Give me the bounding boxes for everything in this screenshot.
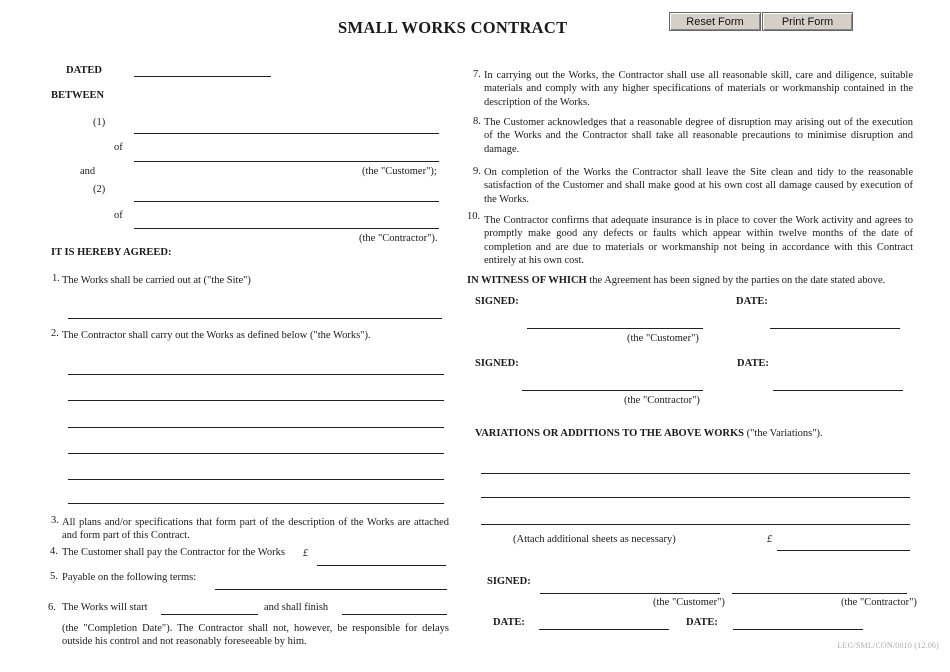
variations-date-field-1[interactable] bbox=[539, 617, 669, 630]
attach-note: (Attach additional sheets as necessary) bbox=[513, 534, 676, 545]
works-line-3[interactable] bbox=[68, 415, 444, 428]
variations-heading-tail: ("the Variations"). bbox=[744, 428, 823, 439]
clause-10-number: 10. bbox=[467, 211, 481, 222]
clause-3-text: All plans and/or specifications that form part of the description of the Works are attached and form part of this Contract. bbox=[62, 517, 449, 542]
variations-line-3[interactable] bbox=[481, 512, 910, 525]
customer-signature-field[interactable] bbox=[527, 316, 703, 329]
customer-signature-caption: (the "Customer") bbox=[627, 333, 699, 344]
clause-8-number: 8. bbox=[473, 116, 481, 127]
party1-number: (1) bbox=[93, 117, 106, 128]
clause-1-text: The Works shall be carried out at ("the Site") bbox=[62, 275, 251, 286]
clause-4-number: 4. bbox=[50, 546, 58, 557]
variations-customer-signature-field[interactable] bbox=[540, 581, 720, 594]
variations-contractor-signature-field[interactable] bbox=[732, 581, 907, 594]
variations-line-2[interactable] bbox=[481, 485, 910, 498]
contractor-tag: (the "Contractor"). bbox=[359, 233, 438, 244]
party2-number: (2) bbox=[93, 184, 106, 195]
variations-date-label-2: DATE: bbox=[686, 617, 718, 628]
variations-price-field[interactable] bbox=[777, 538, 910, 551]
agreed-heading: IT IS HEREBY AGREED: bbox=[51, 247, 172, 258]
clause-6-number: 6. bbox=[48, 602, 56, 613]
print-form-button[interactable]: Print Form bbox=[762, 12, 853, 31]
customer-tag: (the "Customer"); bbox=[362, 166, 437, 177]
witness-text: the Agreement has been signed by the parties on the date stated above. bbox=[586, 275, 886, 286]
payment-terms-field[interactable] bbox=[215, 577, 447, 590]
between-label: BETWEEN bbox=[51, 90, 105, 101]
contractor-of-label: of bbox=[114, 210, 123, 221]
and-label: and bbox=[80, 166, 96, 177]
variations-signed-label: SIGNED: bbox=[487, 576, 531, 587]
works-line-5[interactable] bbox=[68, 467, 444, 480]
clause-1-number: 1. bbox=[52, 273, 60, 284]
witness-lead: IN WITNESS OF WHICH bbox=[467, 275, 587, 286]
clause-7-number: 7. bbox=[473, 69, 481, 80]
contractor-signature-field[interactable] bbox=[522, 378, 703, 391]
page-title: SMALL WORKS CONTRACT bbox=[338, 18, 568, 37]
works-line-4[interactable] bbox=[68, 441, 444, 454]
customer-of-label: of bbox=[114, 142, 123, 153]
variations-contractor-caption: (the "Contractor") bbox=[841, 597, 917, 608]
site-field[interactable] bbox=[68, 306, 442, 319]
contractor-name-field[interactable] bbox=[134, 189, 439, 202]
clause-6-start-text: The Works will start bbox=[62, 602, 148, 613]
pound-sign: £ bbox=[303, 548, 309, 559]
customer-address-field[interactable] bbox=[134, 149, 439, 162]
contractor-date-label: DATE: bbox=[737, 358, 769, 369]
variations-pound-sign: £ bbox=[767, 534, 773, 545]
customer-date-label: DATE: bbox=[736, 296, 768, 307]
variations-customer-caption: (the "Customer") bbox=[653, 597, 725, 608]
clause-4-text: The Customer shall pay the Contractor for the Works bbox=[62, 547, 285, 558]
variations-heading: VARIATIONS OR ADDITIONS TO THE ABOVE WORKS bbox=[475, 428, 745, 439]
customer-signed-label: SIGNED: bbox=[475, 296, 519, 307]
clause-9-text: On completion of the Works the Contractor shall leave the Site clean and tidy to the reasonable satisfaction of the Customer and shall make good at his own cost all damage caused by execution of the Works. bbox=[484, 167, 913, 205]
variations-heading-row bbox=[475, 428, 823, 439]
clause-10-text: The Contractor confirms that adequate insurance is in place to cover the Work activity and agrees to promptly make good any defects or faults which appear within twelve months of the date of completion and are due to materials or workmanship not being in accordance with this Contract entirely at his own cost. bbox=[484, 215, 913, 266]
works-line-2[interactable] bbox=[68, 388, 444, 401]
contractor-signed-label: SIGNED: bbox=[475, 358, 519, 369]
reset-form-button[interactable]: Reset Form bbox=[669, 12, 761, 31]
variations-date-field-2[interactable] bbox=[733, 617, 863, 630]
clause-6-finish-text: and shall finish bbox=[264, 602, 329, 613]
works-line-6[interactable] bbox=[68, 491, 444, 504]
clause-9-number: 9. bbox=[473, 166, 481, 177]
contractor-address-field[interactable] bbox=[134, 216, 439, 229]
dated-field[interactable] bbox=[134, 64, 271, 77]
clause-2-number: 2. bbox=[51, 328, 59, 339]
clause-7-text: In carrying out the Works, the Contractor shall use all reasonable skill, care and diligence, suitable materials and comply with any higher specifications of materials or workmanship contained in the description of the Works. bbox=[484, 70, 913, 108]
works-line-1[interactable] bbox=[68, 362, 444, 375]
clause-5-number: 5. bbox=[50, 571, 58, 582]
customer-sign-date-field[interactable] bbox=[770, 316, 900, 329]
dated-label: DATED bbox=[66, 65, 102, 76]
start-date-field[interactable] bbox=[161, 602, 258, 615]
witness-statement bbox=[467, 275, 885, 286]
clause-3-number: 3. bbox=[51, 515, 59, 526]
variations-line-1[interactable] bbox=[481, 461, 910, 474]
clause-6-tail-text: (the "Completion Date"). The Contractor shall not, however, be responsible for delays outside his control and not reasonably foreseeable by him. bbox=[62, 623, 449, 648]
customer-name-field[interactable] bbox=[134, 121, 439, 134]
contractor-sign-date-field[interactable] bbox=[773, 378, 903, 391]
price-field[interactable] bbox=[317, 553, 446, 566]
contractor-signature-caption: (the "Contractor") bbox=[624, 395, 700, 406]
clause-8-text: The Customer acknowledges that a reasonable degree of disruption may arising out of the execution of the Works and the Contractor shall take all reasonable precautions to minimise disruption and damage. bbox=[484, 117, 913, 155]
clause-2-text: The Contractor shall carry out the Works as defined below ("the Works"). bbox=[62, 330, 371, 341]
finish-date-field[interactable] bbox=[342, 602, 447, 615]
clause-5-text: Payable on the following terms: bbox=[62, 572, 197, 583]
form-reference: LEG/SML/CON/0010 (12.06) bbox=[837, 641, 939, 650]
variations-date-label-1: DATE: bbox=[493, 617, 525, 628]
